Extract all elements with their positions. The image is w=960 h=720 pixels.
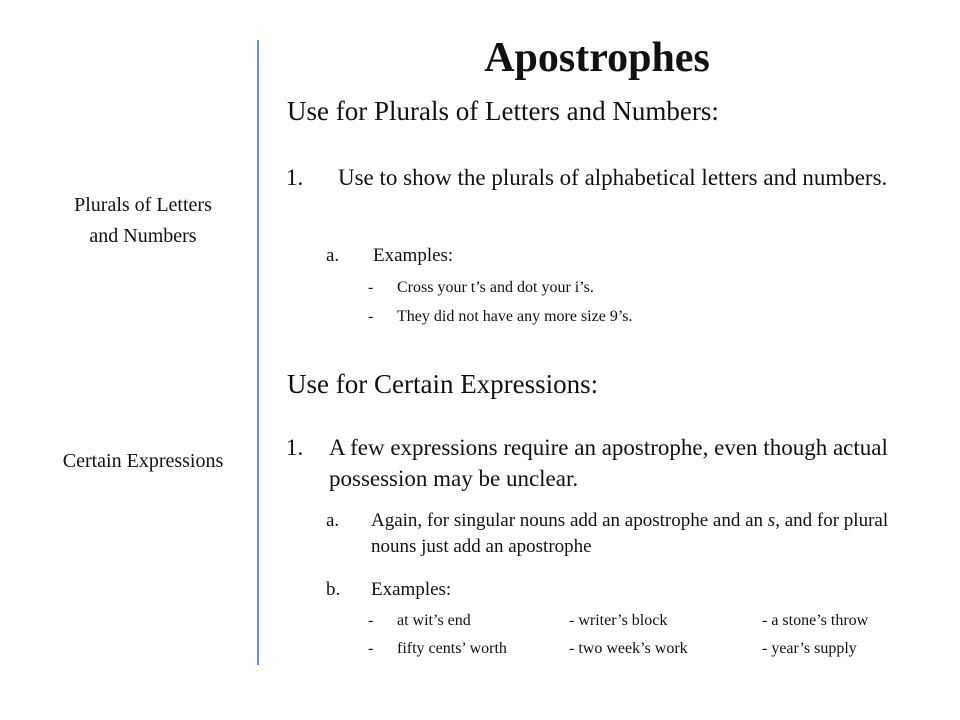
section1-heading: Use for Plurals of Letters and Numbers: bbox=[287, 96, 719, 126]
section2-sub-b-letter: b. bbox=[326, 579, 341, 600]
section2-item-number: 1. bbox=[286, 435, 304, 460]
sub-a-italic-s: s bbox=[767, 510, 776, 531]
section2-sub-a-letter: a. bbox=[326, 510, 340, 531]
example-text: Cross your t’s and dot your i’s. bbox=[397, 279, 594, 296]
example-dash: - bbox=[368, 308, 374, 325]
vertical-divider bbox=[257, 40, 259, 665]
sidebar-label-plurals: Plurals of Letters and Numbers bbox=[74, 194, 212, 247]
example-text: They did not have any more size 9’s. bbox=[397, 308, 633, 325]
section2-item-text: A few expressions require an apostrophe, even though actual possession may be unclear. bbox=[329, 435, 888, 491]
example-dash: - bbox=[368, 279, 374, 296]
sidebar-label-expressions: Certain Expressions bbox=[62, 450, 224, 472]
example-col2: - writer’s block bbox=[569, 612, 668, 629]
example-col1: at wit’s end bbox=[397, 612, 471, 629]
section1-item-text: Use to show the plurals of alphabetical letters and numbers. bbox=[338, 165, 888, 190]
example-col1: fifty cents’ worth bbox=[397, 640, 507, 657]
section1-item-number: 1. bbox=[286, 165, 304, 190]
example-col3: - year’s supply bbox=[762, 640, 857, 657]
section1-sub-letter: a. bbox=[326, 245, 340, 266]
slide-title: Apostrophes bbox=[484, 35, 710, 81]
section2-heading: Use for Certain Expressions: bbox=[287, 369, 599, 399]
section2-sub-b-text: Examples: bbox=[371, 579, 452, 600]
example-dash: - bbox=[368, 640, 374, 657]
example-col3: - a stone’s throw bbox=[762, 612, 869, 629]
sub-a-text-part1: Again, for singular nouns add an apostrophe and an bbox=[371, 510, 768, 531]
section1-sub-text: Examples: bbox=[373, 245, 454, 266]
sub-a-text-part2: , and for plural nouns just add an apostrophe bbox=[371, 510, 889, 557]
example-dash: - bbox=[368, 612, 374, 629]
section2-sub-a-text bbox=[371, 508, 931, 560]
example-col2: - two week’s work bbox=[569, 640, 688, 657]
